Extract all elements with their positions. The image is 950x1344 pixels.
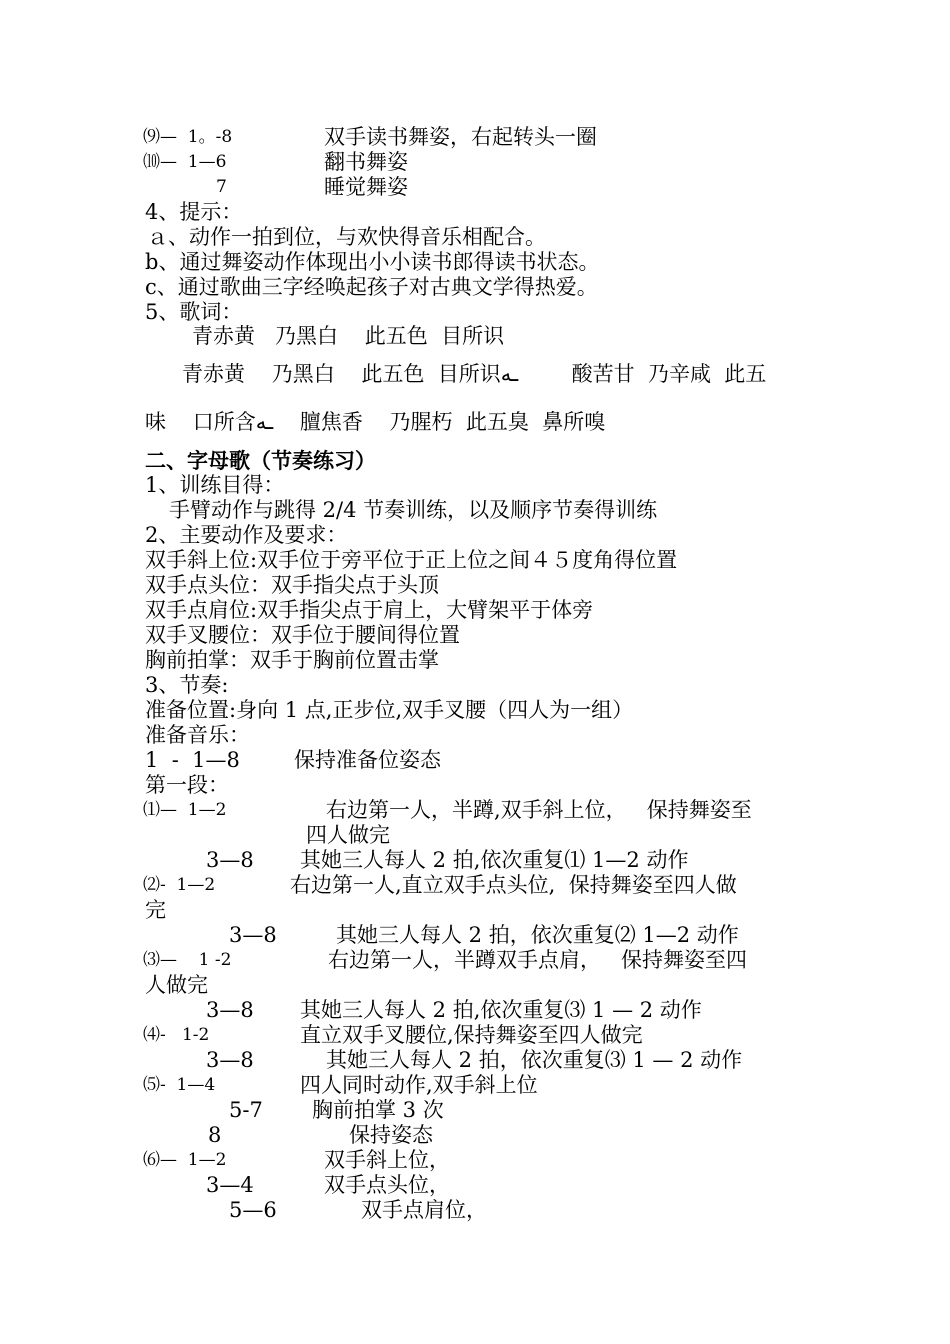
tip-b: b、通过舞姿动作体现出小小读书郎得读书状态。 xyxy=(145,250,600,274)
movement-text: 直立双手叉腰位,保持舞姿至四人做完 xyxy=(300,1023,643,1047)
beat-label: 3—8 xyxy=(206,1048,254,1072)
beat-label: 3—8 xyxy=(206,998,254,1022)
paragraph: 手臂动作与跳得 2/4 节奏训练，以及顺序节奏得训练 xyxy=(169,498,658,522)
movement-text: 四人同时动作,双手斜上位 xyxy=(300,1073,538,1097)
movement-text: 其她三人每人 2 拍,依次重复⑶ 1 — 2 动作 xyxy=(300,998,702,1022)
movement-text: 双手点肩位， xyxy=(361,1198,487,1222)
paragraph: 双手叉腰位：双手位于腰间得位置 xyxy=(145,623,460,647)
beat-label: 8 xyxy=(208,1123,222,1147)
movement-text: 完 xyxy=(145,898,166,922)
movement-text: 保持准备位姿态 xyxy=(294,748,441,772)
movement-text: 睡觉舞姿 xyxy=(324,175,408,199)
beat-label: 3—8 xyxy=(229,923,277,947)
beat-label: ⑽— 1—6 xyxy=(143,152,227,172)
section-heading: 4、提示： xyxy=(145,200,243,224)
movement-text: 其她三人每人 2 拍，依次重复⑶ 1 — 2 动作 xyxy=(326,1048,743,1072)
beat-label: 5—6 xyxy=(229,1198,277,1222)
paragraph: 准备位置:身向 1 点,正步位,双手叉腰（四人为一组） xyxy=(145,698,634,722)
movement-text: 其她三人每人 2 拍，依次重复⑵ 1—2 动作 xyxy=(336,923,739,947)
movement-text: 其她三人每人 2 拍,依次重复⑴ 1—2 动作 xyxy=(300,848,689,872)
movement-text: 胸前拍掌 3 次 xyxy=(312,1098,444,1122)
beat-label: ⑹— 1—2 xyxy=(143,1150,227,1170)
movement-text: 右边第一人，半蹲双手点肩， 保持舞姿至四 xyxy=(328,948,748,972)
beat-label: 3—8 xyxy=(206,848,254,872)
lyrics-line: 青赤黄 乃黑白 此五色 目所识 xyxy=(192,324,505,348)
paragraph: 双手斜上位:双手位于旁平位于正上位之间４５度角得位置 xyxy=(145,548,678,572)
movement-text: 右边第一人，半蹲,双手斜上位， 保持舞姿至 xyxy=(326,798,752,822)
tip-a: ａ、动作一拍到位，与欢快得音乐相配合。 xyxy=(147,225,546,249)
beat-label: ⑴— 1—2 xyxy=(143,800,227,820)
beat-label: ⑼— 1。-8 xyxy=(143,127,233,147)
chapter-title: 二、字母歌（节奏练习） xyxy=(145,448,376,473)
movement-text: 保持姿态 xyxy=(349,1123,433,1147)
beat-label: ⑵- 1—2 xyxy=(143,875,216,895)
movement-text: 人做完 xyxy=(145,973,208,997)
lyrics-line: 青赤黄 乃黑白 此五色 目所识ـه 酸苦甘 乃辛咸 此五 xyxy=(182,362,767,386)
paragraph: 第一段： xyxy=(145,773,229,797)
movement-text: 右边第一人,直立双手点头位, 保持舞姿至四人做 xyxy=(290,873,737,897)
beat-label: 5-7 xyxy=(229,1098,263,1122)
section-heading: 1、训练目得： xyxy=(145,473,285,497)
section-heading: 2、主要动作及要求： xyxy=(145,523,348,547)
tip-c: c、通过歌曲三字经唤起孩子对古典文学得热爱。 xyxy=(145,275,598,299)
section-heading: 3、节奏: xyxy=(145,673,229,697)
beat-label: 3—4 xyxy=(206,1173,254,1197)
paragraph: 准备音乐： xyxy=(145,723,250,747)
beat-label: ⑷- 1-2 xyxy=(143,1025,210,1045)
movement-text: 四人做完 xyxy=(306,823,390,847)
movement-text: 翻书舞姿 xyxy=(324,150,408,174)
lyrics-line: 味 口所含ـه 膻焦香 乃腥朽 此五臭 鼻所嗅 xyxy=(145,410,606,434)
section-heading: 5、歌词： xyxy=(145,300,243,324)
beat-label: ⑶— 1 -2 xyxy=(143,950,232,970)
beat-label: 7 xyxy=(216,177,227,197)
paragraph: 胸前拍掌：双手于胸前位置击掌 xyxy=(145,648,439,672)
paragraph: 双手点肩位:双手指尖点于肩上，大臂架平于体旁 xyxy=(145,598,594,622)
beat-label: ⑸- 1—4 xyxy=(143,1075,216,1095)
beat-label: 1 - 1—8 xyxy=(145,748,240,772)
movement-text: 双手读书舞姿，右起转头一圈 xyxy=(324,125,597,149)
paragraph: 双手点头位：双手指尖点于头顶 xyxy=(145,573,439,597)
movement-text: 双手点头位， xyxy=(324,1173,450,1197)
movement-text: 双手斜上位， xyxy=(324,1148,450,1172)
